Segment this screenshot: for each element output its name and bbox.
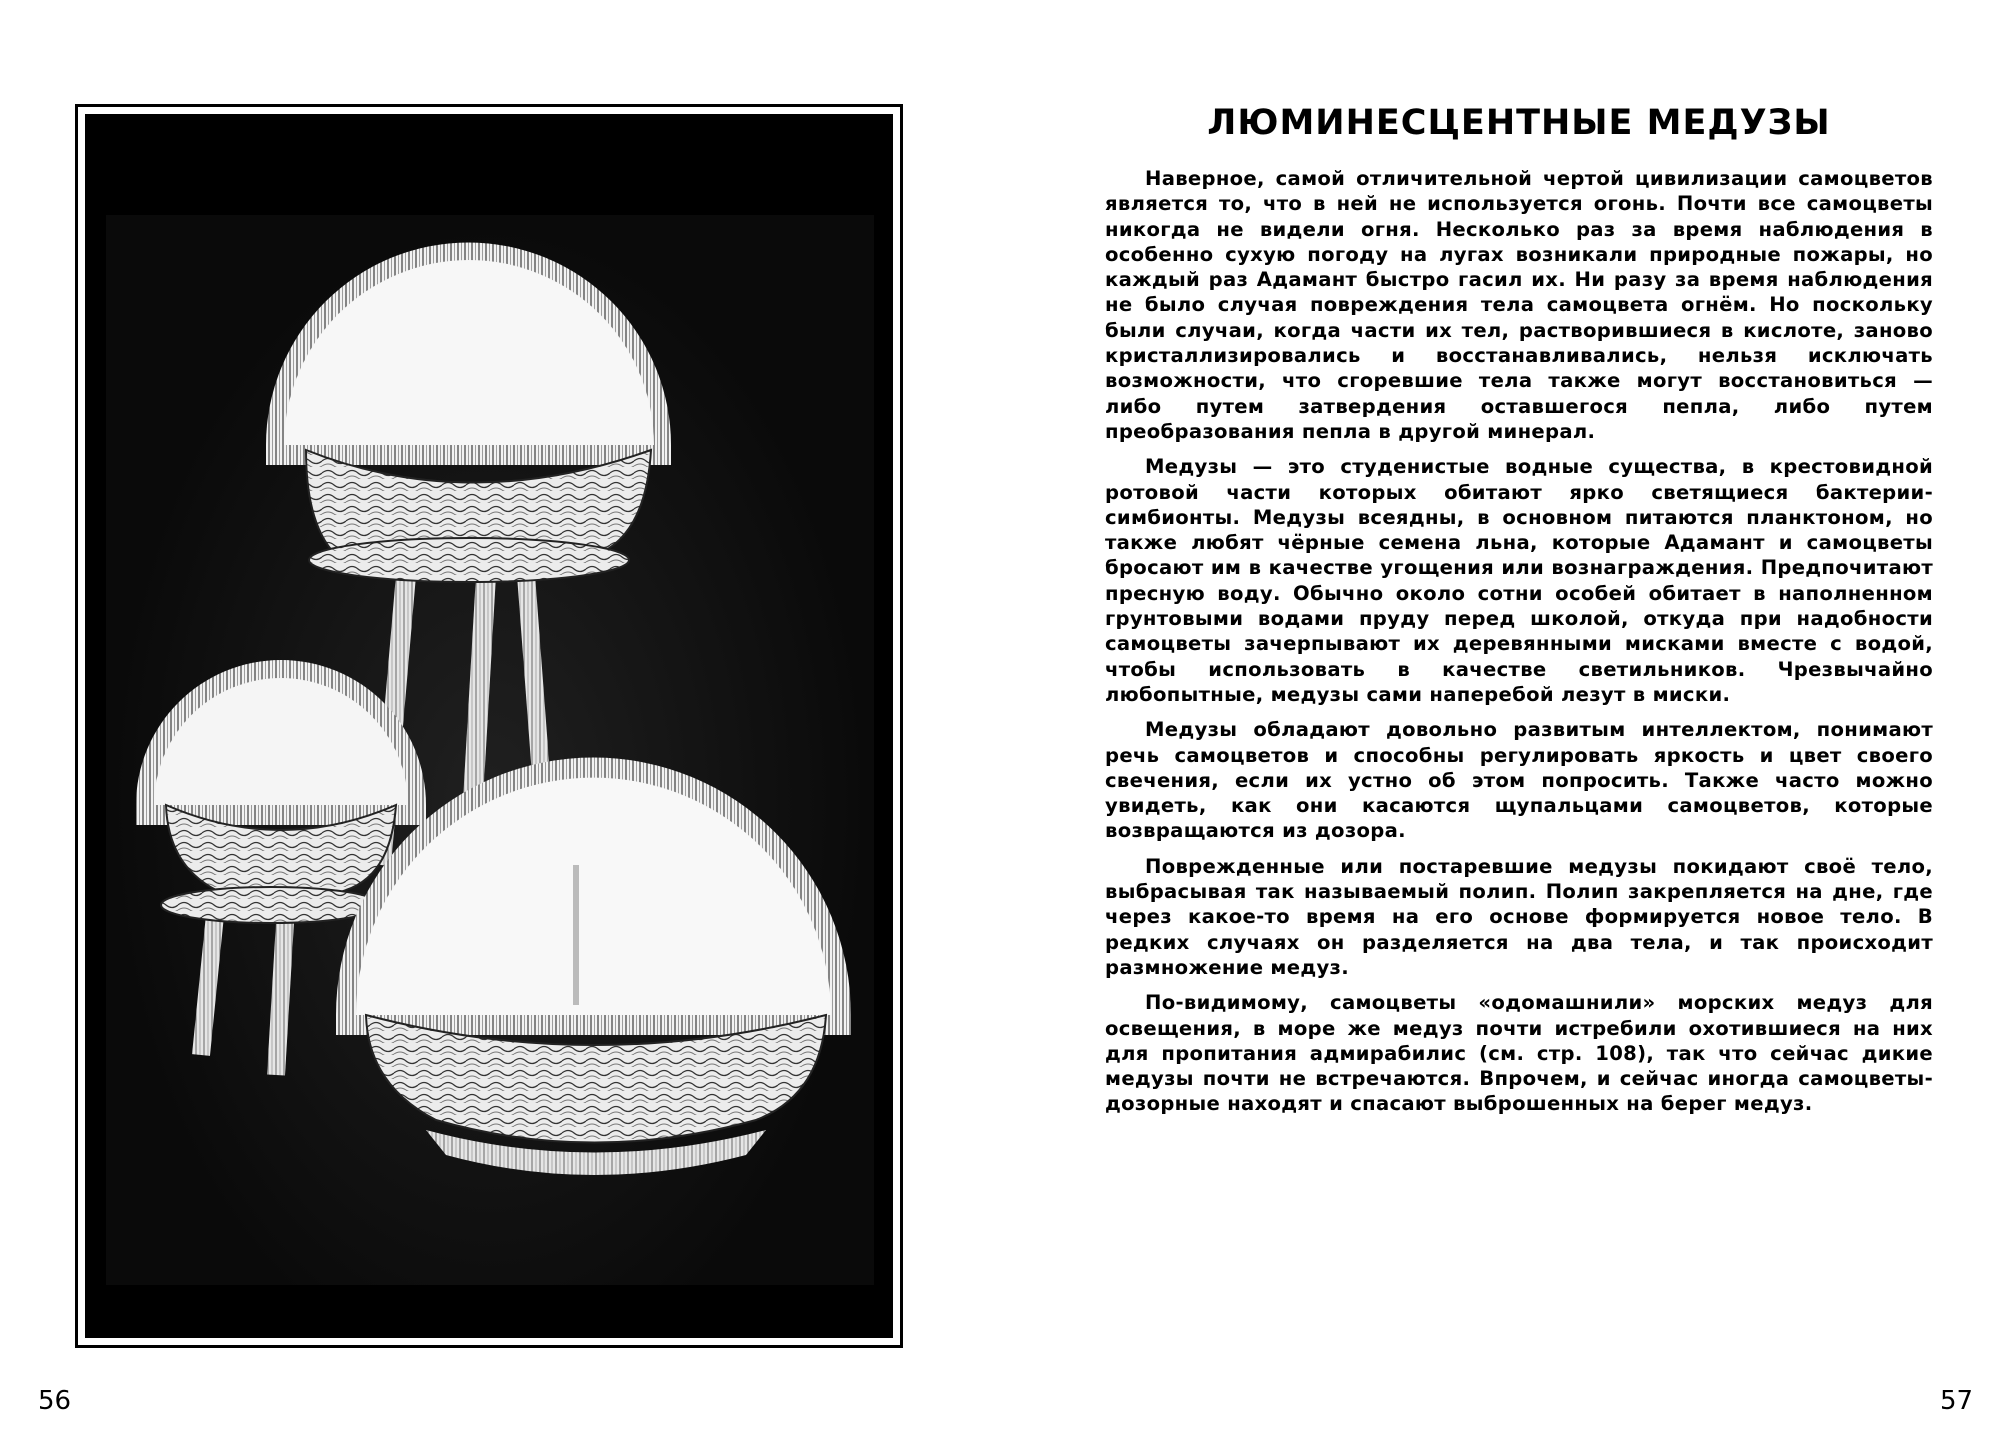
article-body — [1105, 166, 1933, 1117]
jellyfish-lamps-illustration — [106, 215, 874, 1285]
illustration-frame-inner — [85, 114, 893, 1338]
page-number-left: 56 — [38, 1386, 72, 1416]
paragraph-jellyfish-intro: Медузы — это студенистые водные существа, в крестовидной ротовой части которых обитают ярко светящиеся бактерии-симбионты. Медузы всеядны, в основном питаются планктоном, но также любят чёрные семена льна, которые Адамант и самоцветы бросают им в качестве угощения или вознаграждения. Предпочитают пресную воду. Обычно около сотни особей обитает в наполненном грунтовыми водами пруду перед школой, откуда при надобности самоцветы зачерпывают их деревянными мисками вместе с водой, чтобы использовать в качестве светильников. Чрезвычайно любопытные, медузы сами наперебой лезут в миски. — [1105, 455, 1933, 706]
paragraph-fire: Наверное, самой отличительной чертой цивилизации самоцветов является то, что в ней не используется огонь. Почти все самоцветы никогда не видели огня. Несколько раз за время наблюдения в особенно сухую погоду на лугах возникали природные пожары, но каждый раз Адамант быстро гасил их. Ни разу за время наблюдения не было случая повреждения тела самоцвета огнём. Но поскольку были случаи, когда части их тел, растворившиеся в кислоте, заново кристаллизировались и восстанавливались, нельзя исключать возможности, что сгоревшие тела также могут восстановиться — либо путем затвердения оставшегося пепла, либо путем преобразования пепла в другой минерал. — [1105, 167, 1933, 443]
paragraph-domestication: По-видимому, самоцветы «одомашнили» морских медуз для освещения, в море же медуз почти истребили охотившиеся на них для пропитания адмирабилис (см. стр. 108), так что сейчас дикие медузы почти не встречаются. Впрочем, и сейчас иногда самоцветы-дозорные находят и спасают выброшенных на берег медуз. — [1105, 991, 1933, 1116]
illustration-frame — [75, 104, 903, 1348]
paragraph-intellect: Медузы обладают довольно развитым интеллектом, понимают речь самоцветов и способны регулировать яркость и цвет своего свечения, если их устно об этом попросить. Также часто можно увидеть, как они касаются щупальцами самоцветов, которые возвращаются из дозора. — [1105, 718, 1933, 843]
page-number-right: 57 — [1940, 1386, 1974, 1416]
paragraph-reproduction: Поврежденные или постаревшие медузы покидают своё тело, выбрасывая так называемый полип. Полип закрепляется на дне, где через какое-то время на его основе формируется новое тело. В редких случаях он разделяется на два тела, и так происходит размножение медуз. — [1105, 854, 1933, 979]
page-title: ЛЮМИНЕСЦЕНТНЫЕ МЕДУЗЫ — [1207, 103, 1831, 143]
text-page — [1105, 100, 1933, 1127]
